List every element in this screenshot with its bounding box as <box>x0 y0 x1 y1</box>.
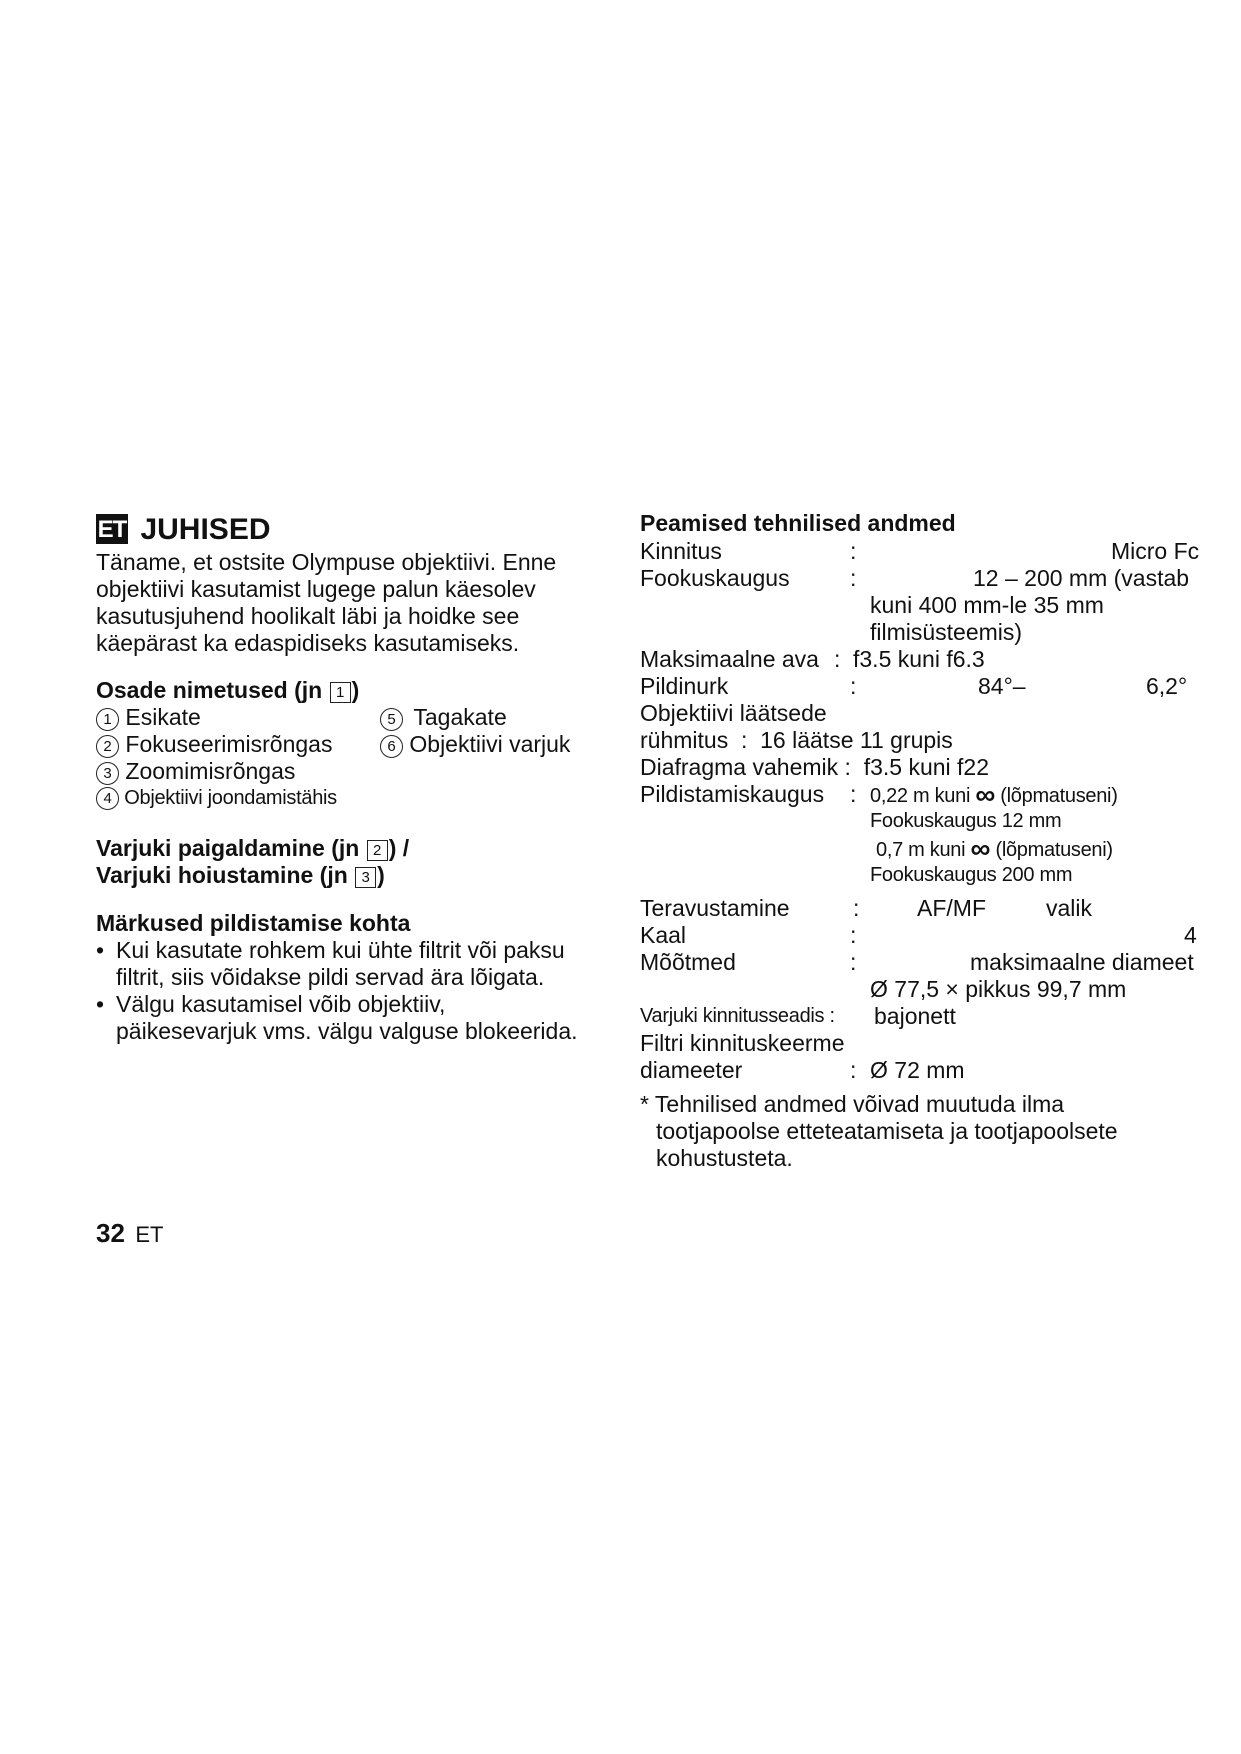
part-item: 5 Tagakate <box>380 704 507 731</box>
page-footer <box>96 1218 164 1250</box>
spec-label: Filtri kinnituskeerme <box>640 1030 845 1056</box>
note-line: Kui kasutate rohkem kui ühte filtrit või paksu <box>116 937 565 963</box>
bullet-icon: • <box>96 937 105 963</box>
infinity-icon: ∞ <box>970 833 991 864</box>
spec-label: Varjuki kinnitusseadis : <box>640 1005 835 1027</box>
spec-line: rühmitus : 16 läätse 11 grupis <box>640 727 953 753</box>
spec-label: Kaal <box>640 922 687 948</box>
part-item: 4 Objektiivi joondamistähis <box>96 785 337 812</box>
section-title <box>96 514 271 546</box>
spec-colon: : <box>850 673 857 699</box>
spec-value: 0,22 m kuni ∞ (lõpmatuseni) <box>870 779 1118 810</box>
figure-ref-icon: 2 <box>367 840 388 861</box>
spec-value: valik <box>1046 895 1093 921</box>
note-line: Välgu kasutamisel võib objektiiv, <box>116 991 446 1017</box>
spec-value: kuni 400 mm-le 35 mm <box>870 592 1104 618</box>
hood-heading: Varjuki paigaldamine (jn 2 ) / <box>96 835 410 861</box>
circled-number-icon: 5 <box>380 708 403 731</box>
spec-value: Fookuskaugus 200 mm <box>870 864 1073 886</box>
spec-label: Objektiivi läätsede <box>640 700 827 726</box>
page-title: JUHISED <box>140 513 271 546</box>
footnote-line: kohustusteta. <box>656 1145 793 1171</box>
spec-colon: : <box>850 538 857 564</box>
spec-value: filmisüsteemis) <box>870 619 1023 645</box>
spec-value: f3.5 kuni f6.3 <box>853 646 985 672</box>
part-item: 6 Objektiivi varjuk <box>380 731 570 758</box>
spec-label: Pildinurk <box>640 673 729 699</box>
spec-label: Mõõtmed <box>640 949 736 975</box>
note-line: filtrit, siis võidakse pildi servad ära lõigata. <box>116 964 545 990</box>
figure-ref-icon: 1 <box>330 682 351 703</box>
bullet-icon: • <box>96 991 105 1017</box>
spec-colon: : <box>850 922 857 948</box>
intro-line: objektiivi kasutamist lugege palun käesolev <box>96 576 536 602</box>
circled-number-icon: 3 <box>96 762 119 785</box>
spec-colon: : <box>850 781 857 807</box>
spec-label: diameeter <box>640 1057 743 1083</box>
page-number: 32 <box>96 1218 125 1248</box>
spec-colon: : <box>850 1057 857 1083</box>
footnote-line: * Tehnilised andmed võivad muutuda ilma <box>640 1091 1065 1117</box>
spec-label: Fookuskaugus <box>640 565 790 591</box>
spec-value: bajonett <box>874 1003 956 1029</box>
spec-value: Ø 77,5 × pikkus 99,7 mm <box>870 976 1127 1002</box>
spec-value: AF/MF <box>917 895 986 921</box>
notes-heading: Märkused pildistamise kohta <box>96 910 411 936</box>
spec-value: maksimaalne diameet <box>970 949 1194 975</box>
infinity-icon: ∞ <box>975 779 996 810</box>
spec-value: 6,2° <box>1146 673 1188 699</box>
intro-line: kasutusjuhend hoolikalt läbi ja hoidke see <box>96 603 520 629</box>
intro-line: käepärast ka edaspidiseks kasutamiseks. <box>96 630 520 656</box>
spec-value: 84°– <box>978 673 1026 699</box>
intro-line: Täname, et ostsite Olympuse objektiivi. Enne <box>96 549 557 575</box>
specs-heading: Peamised tehnilised andmed <box>640 510 956 536</box>
spec-colon: : <box>850 949 857 975</box>
spec-colon: : <box>834 646 841 672</box>
language-badge: ET <box>97 516 127 543</box>
circled-number-icon: 1 <box>96 708 119 731</box>
circled-number-icon: 4 <box>96 787 119 810</box>
footer-lang: ET <box>135 1222 164 1247</box>
part-item: 3 Zoomimisrõngas <box>96 758 295 785</box>
spec-label: Maksimaalne ava <box>640 646 819 672</box>
part-item: 2 Fokuseerimisrõngas <box>96 731 332 758</box>
spec-value: 0,7 m kuni ∞ (lõpmatuseni) <box>876 833 1113 864</box>
spec-label: Pildistamiskaugus <box>640 781 825 807</box>
spec-value: 4 <box>1184 922 1197 948</box>
spec-label: Kinnitus <box>640 538 722 564</box>
spec-colon: : <box>850 565 857 591</box>
spec-value: Fookuskaugus 12 mm <box>870 810 1062 832</box>
spec-line: Diafragma vahemik : f3.5 kuni f22 <box>640 754 989 780</box>
spec-value: Micro Fc <box>1111 538 1200 564</box>
note-line: päikesevarjuk vms. välgu valguse blokeerida. <box>116 1018 578 1044</box>
spec-colon: : <box>853 895 860 921</box>
circled-number-icon: 2 <box>96 735 119 758</box>
hood-heading: Varjuki hoiustamine (jn 3 ) <box>96 862 385 888</box>
circled-number-icon: 6 <box>380 735 403 758</box>
figure-ref-icon: 3 <box>355 867 376 888</box>
footnote-line: tootjapoolse etteteatamiseta ja tootjapoolsete <box>656 1118 1118 1144</box>
spec-value: Ø 72 mm <box>870 1057 965 1083</box>
spec-label: Teravustamine <box>640 895 790 921</box>
parts-heading: Osade nimetused (jn 1 ) <box>96 677 360 703</box>
part-item: 1 Esikate <box>96 704 201 731</box>
spec-value: 12 – 200 mm (vastab <box>973 565 1190 591</box>
